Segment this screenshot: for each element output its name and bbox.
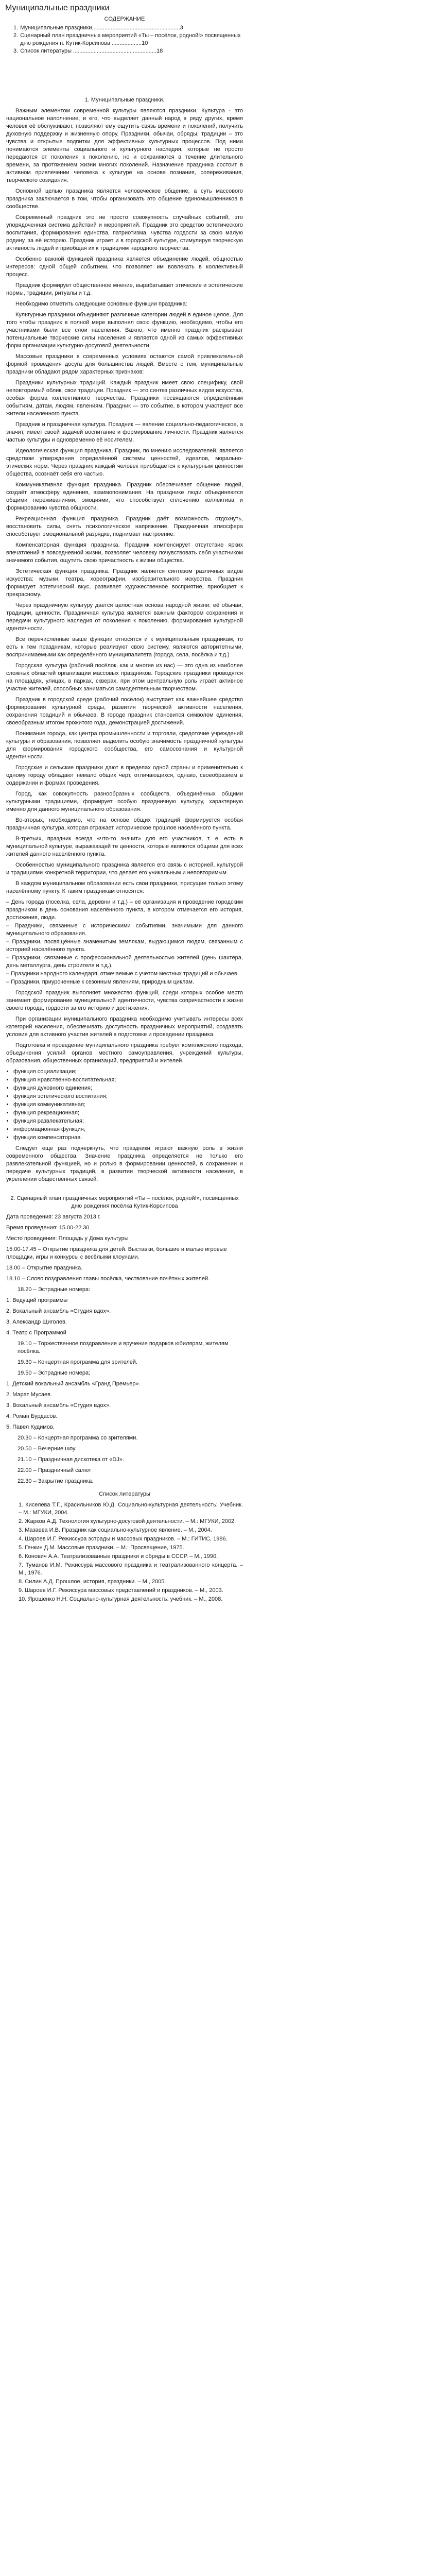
list-item: • функция нравственно-воспитательная; <box>13 1076 243 1084</box>
program-line: 5. Павел Кудимов. <box>6 1424 55 1430</box>
program-line: 22.00 – Праздничный салют <box>18 1467 92 1473</box>
paragraph: Городские и сельские праздники дают в пределах одной страны и применительно к одному городу обладают немало общих черт, отличающихся, однако, своеобразием в содержании и формах проведения. <box>6 765 243 786</box>
list-item: • информационная функция; <box>13 1126 243 1133</box>
list-item: • функция коммуникативная; <box>13 1101 243 1109</box>
paragraph: В-третьих, праздник всегда «что-то значит» для его участников, т. е. есть в муниципальной культуре, выражающей те ценности, которые являются общими для всех жителей данного населённого пункта. <box>6 836 243 857</box>
program-line: Место проведения: Площадь у Дома культуры <box>6 1235 129 1242</box>
paragraph: Городская культура (рабочий посёлок, как и многие из нас) — это одна из наиболее сложных областей организации массовых праздников. Городские праздники проводятся на площадях, улицах, в парках, скверах, при этом центральную роль играет активное участие жителей, способных заниматься самодеятельным творчеством. <box>6 663 243 692</box>
program-line: Время проведения: 15.00-22.30 <box>6 1225 90 1231</box>
document-page <box>0 3 436 1603</box>
toc-item-text: Сценарный план праздничных мероприятий «Ты – посёлок, родной!» посвященных дню рождения п. Кутик-Корсипова ...................10 <box>20 32 241 46</box>
paragraph: Необходимо отметить следующие основные функции праздника: <box>15 301 187 307</box>
paragraph: Город, как совокупность разнообразных сообществ, объединённых общими культурными традициями, формирует особую праздничную культуру, характерную именно для данного муниципального образования. <box>6 791 243 812</box>
paragraph: Компенсаторная функция праздника. Праздник компенсирует отсутствие ярких впечатлений в повседневной жизни, позволяет человеку почувствовать себя участником значимого события, ощутить свою причастность к жизни общества. <box>6 542 243 564</box>
list-item: 9. Шароев И.Г. Режиссура массовых представлений и праздников. – М., 2003. <box>19 1587 223 1594</box>
list-item: 2. Жарков А.Д. Технология культурно-досуговой деятельности. – М.: МГУКИ, 2002. <box>19 1518 236 1524</box>
list-item: • функция эстетического воспитания; <box>13 1093 243 1100</box>
list-item: 7. Туманов И.М. Режиссура массового праздника и театрализованного концерта. – М., 1976. <box>19 1562 243 1576</box>
program-line: 20.50 – Вечерние шоу. <box>18 1446 77 1452</box>
program-line: 15.00-17.45 – Открытие праздника для детей. Выставки, большие и малые игровые площадки, игры и конкурсы с весёлыми клоунами. <box>6 1246 227 1260</box>
program-line: 4. Театр с Программой <box>6 1330 66 1336</box>
paragraph: Праздники культурных традиций. Каждый праздник имеет свою специфику, свой неповторимый облик, свои традиции. Праздник — это синтез различных видов искусства, особая форма коллективного творчества. Праздники посвящаются определённым событиям, датам, людям, явлениям. Праздник — это событие, в котором участвуют все жители населённого пункта. <box>6 380 243 417</box>
program-line: 2. Вокальный ансамбль «Студия вдох». <box>6 1308 111 1314</box>
list-item: – Праздники, приуроченные к сезонным явлениям, природным циклам. <box>6 978 243 986</box>
toc-item-text: Список литературы .....................................................18 <box>20 48 163 54</box>
list-item: 4. Шароев И.Г. Режиссура эстрады и массовых праздников. – М.: ГИТИС, 1986. <box>19 1536 228 1542</box>
paragraph: Современный праздник это не просто совокупность случайных событий, это упорядоченная система действий и мероприятий. Праздник это средство эстетического воспитания, формирования единства, патриотизма, чувства гордости за свою малую родину, за её историю. Праздник играет и в городской культуре, стимулируя творческую активность людей и приобщая их к традициям народного творчества. <box>6 214 243 251</box>
paragraph: Массовые праздники в современных условиях остаются самой привлекательной формой проведения досуга для большинства людей. Вместе с тем, муниципальные праздники обладают рядом характерных признаков: <box>6 353 243 375</box>
toc-item <box>6 24 243 32</box>
program-line: 19.30 – Концертная программа для зрителей. <box>18 1359 138 1365</box>
event-program <box>6 1213 243 1485</box>
toc-item <box>6 32 243 47</box>
list-item: 8. Силин А.Д. Прошлое, история, праздники. – М., 2005. <box>19 1579 166 1585</box>
list-item: – Праздники народного календаря, отмечаемые с учётом местных традиций и обычаев. <box>6 970 243 978</box>
list-item: 10. Ярошенко Н.Н. Социально-культурная деятельность: учебник. – М., 2008. <box>19 1596 223 1602</box>
section-1-text-continued <box>6 989 243 1065</box>
toc-item-text: Муниципальные праздники........................................................3 <box>20 25 183 31</box>
paragraph: Особенностью муниципального праздника является его связь с историей, культурой и традициями конкретной территории, что делает его уникальным и неповторимым. <box>6 862 243 876</box>
paragraph: Особенно важной функцией праздника является объединение людей, общностью интересов: одной общей событием, что позволяет им вовлекать в коллективный процесс. <box>6 256 243 278</box>
paragraph: Через праздничную культуру дается целостная основа народной жизни: её обычаи, традиции, ценности. Праздничная культура является важным фактором сохранения и передачи культурного наследия от поколения к поколению, формирования культурной идентичности. <box>6 602 243 632</box>
toc-heading: СОДЕРЖАНИЕ <box>104 16 145 22</box>
table-of-contents <box>6 24 243 55</box>
paragraph: Идеологическая функция праздника. Праздник, по мнению исследователей, является средством утверждения определённой системы ценностей, идеалов, морально-этических норм. Через праздник каждый человек приобщается к культурным ценностям общества, осознаёт себя его частью. <box>6 448 243 477</box>
program-line: 2. Марат Мусаев. <box>6 1392 53 1398</box>
paragraph: Во-вторых, необходимо, что на основе общих традиций формируется особая праздничная культура, которая отражает историческое прошлое населённого пункта. <box>6 817 243 831</box>
list-item: • функция рекреационная; <box>13 1109 243 1117</box>
paragraph: Важным элементом современной культуры являются праздники. Культура - это национальное наполнение, и его, что выделяет данный народ в ряду других, время человек её обслуживают, позволяют ему ощутить связь времени и поколений, получить духовную поддержку и жизненную опору. Праздники, обычаи, обряды, традиции – это чувства и открытые подпитки для эффективных культурных процессов. Под ними понимаются элементы социального и культурного наследия, которые не просто передаются от поколения к поколению, но и сохраняются в течение длительного времени, за протяжением жизни многих поколений. Назначение праздника состоит в активном привлечении человека к культуре на основе познания, сопереживания, творческого созидания. <box>6 108 243 183</box>
paragraph: Эстетическая функция праздника. Праздник является синтезом различных видов искусства: музыки, театра, хореографии, изобразительного искусства. Праздник формирует эстетический вкус, развивает художественное восприятие, приобщает к прекрасному. <box>6 568 243 598</box>
list-item: – Праздники, связанные с историческими событиями, значимыми для данного муниципального образования. <box>6 922 243 938</box>
list-item: – Праздники, посвящённые знаменитым землякам, выдающимся людям, связанным с историей населённого пункта. <box>6 938 243 954</box>
toc-item-number: 1. <box>13 25 19 31</box>
program-line: 19.10 – Торжественное поздравление и вручение подарков юбилярам, жителям посёлка. <box>18 1341 229 1354</box>
list-item: 5. Генкин Д.М. Массовые праздники. – М.: Просвещение, 1975. <box>19 1545 184 1551</box>
toc-item <box>6 47 243 55</box>
paragraph: В каждом муниципальном образовании есть свои праздники, присущие только этому населённому пункту. К таким праздникам относятся: <box>6 880 243 894</box>
paragraph: Праздник в городской среде (рабочий посёлок) выступает как важнейшее средство формирования культурной среды, развития творческой активности населения, сохранения традиций и обычаев. В городе праздник становится символом единения, своеобразным итогом прожитого года, демонстрацией достижений. <box>6 697 243 726</box>
paragraph: Рекреационная функция праздника. Праздник даёт возможность отдохнуть, восстановить силы, снять психологическое напряжение. Праздничная атмосфера способствует эмоциональной разрядке, поднимает настроение. <box>6 516 243 537</box>
list-item: • функция развлекательная; <box>13 1117 243 1125</box>
paragraph: Основной целью праздника является человеческое общение, а суть массового праздника заключается в том, чтобы организовать это общение единомышленников в сообществе. <box>6 188 243 210</box>
paragraph: Понимание города, как центра промышленности и торговли, средоточие учреждений культуры и образования, позволяет выделить особую значимость праздничной культуры для формирования городского сообщества, его самосознания и культурной идентичности. <box>6 731 243 760</box>
section-1-closing: Следует еще раз подчеркнуть, что праздники играют важную роль в жизни современного общества. Значение праздника определяется не только его развлекательной функцией, но и ролью в формировании ценностей, в сохранении и передаче культурных традиций, в развитии творческой активности населения, в укреплении общественных связей. <box>6 1145 243 1182</box>
program-line: 22.30 – Закрытие праздника. <box>18 1478 94 1484</box>
document-body <box>6 15 243 1603</box>
literature-heading: Список литературы <box>99 1491 150 1497</box>
program-line: 1. Ведущий программы <box>6 1297 68 1303</box>
list-item: • функция компенсаторная. <box>13 1134 243 1142</box>
toc-item-number: 2. <box>13 32 19 39</box>
literature-list <box>6 1501 243 1603</box>
section-2-heading: 2. Сценарный план праздничных мероприятий «Ты – посёлок, родной!», посвященных дню рождения посёлка Кутик-Корсипова <box>10 1195 239 1209</box>
program-line: 1. Детский вокальный ансамбль «Гранд Премьер». <box>6 1381 141 1387</box>
program-line: 18.10 – Слово поздравления главы посёлка, чествование почётных жителей. <box>6 1276 210 1282</box>
document-title: Муниципальные праздники <box>5 4 110 12</box>
paragraph: Коммуникативная функция праздника. Праздник обеспечивает общение людей, создаёт атмосферу единения, взаимопонимания. На празднике люди объединяются общими переживаниями, эмоциями, что способствует сплочению коллектива и формированию чувства общности. <box>6 482 243 511</box>
program-line: 19.50 – Эстрадные номера; <box>18 1370 91 1376</box>
list-item: • функция социализации; <box>13 1068 243 1076</box>
paragraph: Подготовка и проведение муниципального праздника требует комплексного подхода, объединения усилий органов местного самоуправления, учреждений культуры, образования, общественных организаций, предприятий и жителей. <box>6 1042 243 1064</box>
paragraph: Праздник и праздничная культура. Праздник — явление социально-педагогическое, а значит, имеет своей задачей воспитание и формирование личности. Праздник является частью культуры и одновременно её носителем. <box>6 421 243 443</box>
list-item: • функция духовного единения; <box>13 1084 243 1092</box>
holiday-functions-list <box>13 1068 243 1142</box>
paragraph: Культурные праздники объединяют различные категории людей в единое целое. Для того чтобы праздник в полной мере выполнял свою функцию, необходимо, чтобы его участниками были все слои населения. Важно, что именно праздник раскрывает потенциальные творческие силы населения и является одной из самых эффективных форм организации культурно-досуговой деятельности. <box>6 312 243 349</box>
paragraph: При организации муниципального праздника необходимо учитывать интересы всех категорий населения, обеспечивать доступность праздничных мероприятий, создавать условия для активного участия жителей в подготовке и проведении праздника. <box>6 1016 243 1038</box>
list-item: – День города (посёлка, села, деревни и т.д.) – её организация и проведение городским праздником в день основания населённого пункта, в котором отмечается его история, достижения, люди. <box>6 899 243 922</box>
paragraph: Все перечисленные выше функции относятся и к муниципальным праздникам, то есть к тем праздникам, которые реализуют свою систему, являются авторитетными, воспринимаемыми как определённого муниципалитета (города, села, посёлка и т.д.) <box>6 636 243 658</box>
program-line: 3. Александр Щиголев. <box>6 1319 67 1325</box>
section-1-heading: 1. Муниципальные праздники. <box>84 97 165 103</box>
paragraph: Праздник формирует общественное мнение, вырабатывает этические и эстетические нормы, традиции, ритуалы и т.д. <box>6 282 243 296</box>
program-line: 21.10 – Праздничная дискотека от «DJ». <box>18 1456 124 1463</box>
program-line: 18.00 – Открытие праздника. <box>6 1265 83 1271</box>
holiday-types-list <box>6 899 243 986</box>
list-item: 1. Киселёва Т.Г., Красильников Ю.Д. Социально-культурная деятельность: Учебник. – М.: МГУКИ, 2004. <box>19 1502 243 1516</box>
list-item: – Праздники, связанные с профессиональной деятельностью жителей (день шахтёра, день металлурга, день строителя и т.д.). <box>6 954 243 970</box>
toc-item-number: 3. <box>13 48 19 54</box>
program-line: 18.20 – Эстрадные номера: <box>18 1286 91 1293</box>
program-line: 20.30 – Концертная программа со зрителями. <box>18 1435 138 1441</box>
paragraph: Городской праздник выполняет множество функций, среди которых особое место занимает формирование муниципальной идентичности, чувства сопричастности к жизни своего города, гордости за его историю и достижения. <box>6 990 243 1011</box>
list-item: 6. Конович А.А. Театрализованные праздники и обряды в СССР. – М., 1990. <box>19 1553 218 1560</box>
program-line: Дата проведения: 23 августа 2013 г. <box>6 1214 101 1220</box>
list-item: 3. Мазаева И.В. Праздник как социально-культурное явление. – М., 2004. <box>19 1527 212 1533</box>
section-1-text <box>6 107 243 895</box>
program-line: 3. Вокальный ансамбль «Студия вдох». <box>6 1402 111 1409</box>
program-line: 4. Роман Бурдасов. <box>6 1413 58 1419</box>
